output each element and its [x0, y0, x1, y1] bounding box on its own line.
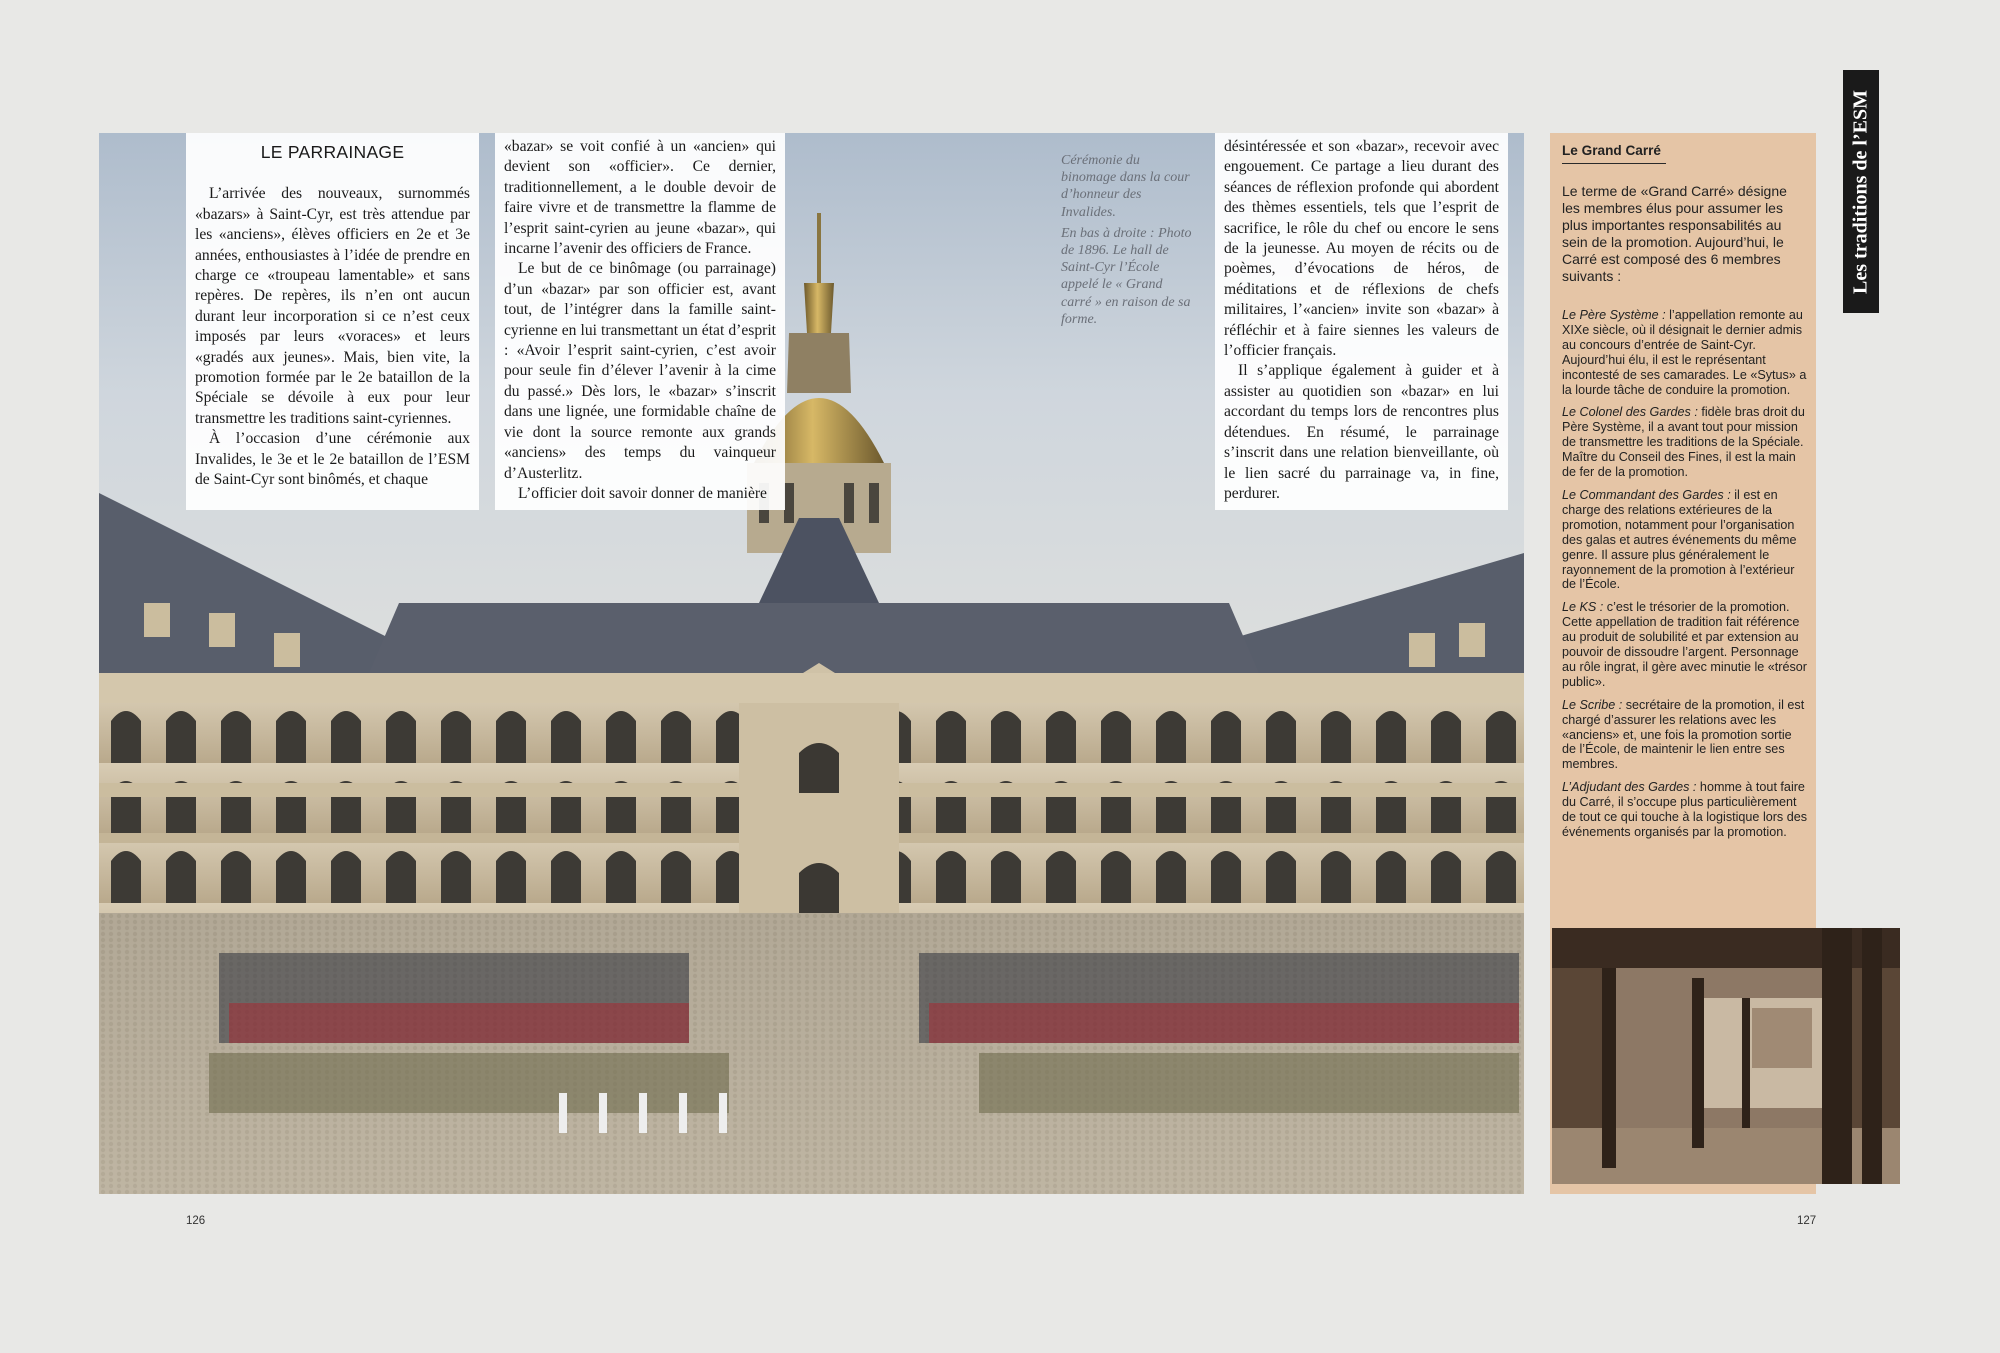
grand-carre-1896-photo: [1552, 928, 1900, 1184]
item-term: Le KS :: [1562, 600, 1604, 615]
item-term: Le Colonel des Gardes :: [1562, 405, 1698, 420]
caption-line: Cérémonie du binomage dans la cour d’honneur des Invalides.: [1061, 153, 1190, 220]
sidebar-item: [1562, 600, 1808, 689]
item-text: homme à tout faire du Carré, il s’occupe plus particulièrement de tout ce qui touche à la logistique lors des événements organisés par la promotion.: [1562, 780, 1808, 839]
sidebar-intro: Le terme de «Grand Carré» désigne les membres élus pour assumer les plus importantes responsabilités au sein de la promotion. Aujourd’hui, le Carré est composé des 6 membres suivants :: [1562, 183, 1787, 284]
article-title: LE PARRAINAGE: [260, 142, 405, 162]
item-text: c’est le trésorier de la promotion. Cette appellation de tradition fait référence au produit de solubilité et par extension au pouvoir de dissoudre l’argent. Personnage au rôle ingrat, il gère avec minutie le «trésor public».: [1562, 600, 1808, 689]
sepia-illustration: [1552, 928, 1900, 1184]
item-text: l’appellation remonte au XIXe siècle, où il désignait le dernier admis au concours d’entrée de Saint-Cyr. Aujourd’hui élu, il est le représentant incontesté de ses camarades. Le «Sytus» a la lourde tâche de conduire la promotion.: [1562, 308, 1807, 397]
item-term: Le Père Système :: [1562, 308, 1666, 322]
parrainage-column-2: [495, 133, 785, 510]
paragraph: L’officier doit savoir donner de manière: [518, 484, 767, 502]
sidebar-item: [1562, 698, 1808, 773]
sidebar-item: [1562, 780, 1808, 840]
parrainage-column-3: [1215, 133, 1508, 510]
parrainage-column-1: [186, 133, 479, 510]
item-term: Le Commandant des Gardes :: [1562, 487, 1731, 502]
item-text: il est en charge des relations extérieures de la promotion, notamment pour l’organisation des galas et autres événements du même genre. Il assure plus généralement le rayonnement de la promotion à l’extérieur de l’École.: [1562, 487, 1797, 592]
caption-line: En bas à droite : Photo de 1896. Le hall de Saint-Cyr l’École appelé le « Grand carré » en raison de sa forme.: [1061, 225, 1192, 327]
paragraph: L’arrivée des nouveaux, surnommés «bazars» à Saint-Cyr, est très attendue par les «anciens», élèves officiers en 2e et 3e années, enthousiastes à l’idée de prendre en charge ce «troupeau lamentable» et sans repères. De repères, ils n’en ont aucun durant leur incorporation si ce n’est ceux imposés par leurs «voraces» et leurs «gradés aux jeunes». Mais, bien vite, la promotion formée par le 2e bataillon de la Spéciale se dévoile à eux pour leur transmettre les traditions saint-cyriennes.: [195, 185, 470, 427]
sidebar-items: [1562, 308, 1808, 848]
item-term: Le Scribe :: [1562, 697, 1623, 712]
photo-caption: [1061, 152, 1193, 332]
paragraph: Le but de ce binômage (ou parrainage) d’un «bazar» par son officier est, avant tout, de l’intégrer dans la famille saint-cyrienne en lui transmettant un état d’esprit : «Avoir l’esprit saint-cyrien, c’est avoir pour seule fin d’élever l’avenir à la cime du passé.» Dès lors, le «bazar» s’inscrit dans une lignée, une formidable chaîne de vie dont la source remonte aux grands «anciens» des temps du vainqueur d’Austerlitz.: [504, 260, 776, 482]
section-tab-label: Les traditions de l’ESM: [1849, 89, 1872, 294]
paragraph: À l’occasion d’une cérémonie aux Invalides, le 3e et le 2e bataillon de l’ESM de Saint-Cyr sont binômés, et chaque: [195, 430, 470, 489]
paragraph: «bazar» se voit confié à un «ancien» qui devient son «officier». Ce dernier, traditionnellement, a le double devoir de faire vivre et de transmettre la flamme de l’esprit saint-cyrien au jeune «bazar», qui incarne l’avenir des officiers de France.: [504, 138, 776, 258]
item-text: secrétaire de la promotion, il est chargé d’assurer les relations avec les «anciens» et, une fois la promotion sortie de l’École, de maintenir le lien entre ses membres.: [1562, 697, 1805, 772]
sidebar-item: [1562, 308, 1808, 397]
sidebar-item: [1562, 488, 1808, 592]
item-term: L’Adjudant des Gardes :: [1562, 780, 1697, 795]
sidebar-item: [1562, 405, 1808, 480]
item-text: fidèle bras droit du Père Système, il a avant tout pour mission de transmettre les traditions de la Spéciale. Maître du Conseil des Fines, il est la main de fer de la promotion.: [1562, 405, 1805, 480]
page-number-left: 126: [186, 1215, 206, 1227]
section-tab: [1843, 70, 1879, 313]
paragraph: désintéressée et son «bazar», recevoir avec engouement. Ce partage a lieu durant des séances de réflexion profonde qui abordent des thèmes essentiels, tels que l’esprit de sacrifice, le rôle du chef ou encore le sens de la jeunesse. Au moyen de récits ou de poèmes, d’évocations de héros, de méditations et de réflexions de chefs militaires, l’«ancien» invite son «bazar» à réfléchir et à faire siennes les valeurs de l’officier français.: [1224, 138, 1499, 360]
paragraph: Il s’applique également à guider et à assister au quotidien son «bazar» en lui accordant du temps lors de rencontres plus détendues. En résumé, le parrainage s’inscrit dans une relation bienveillante, où le lien sacré du parrainage va, in fine, perdurer.: [1224, 362, 1499, 502]
sidebar-title: Le Grand Carré: [1562, 143, 1666, 164]
page-number-right: 127: [1797, 1215, 1817, 1227]
